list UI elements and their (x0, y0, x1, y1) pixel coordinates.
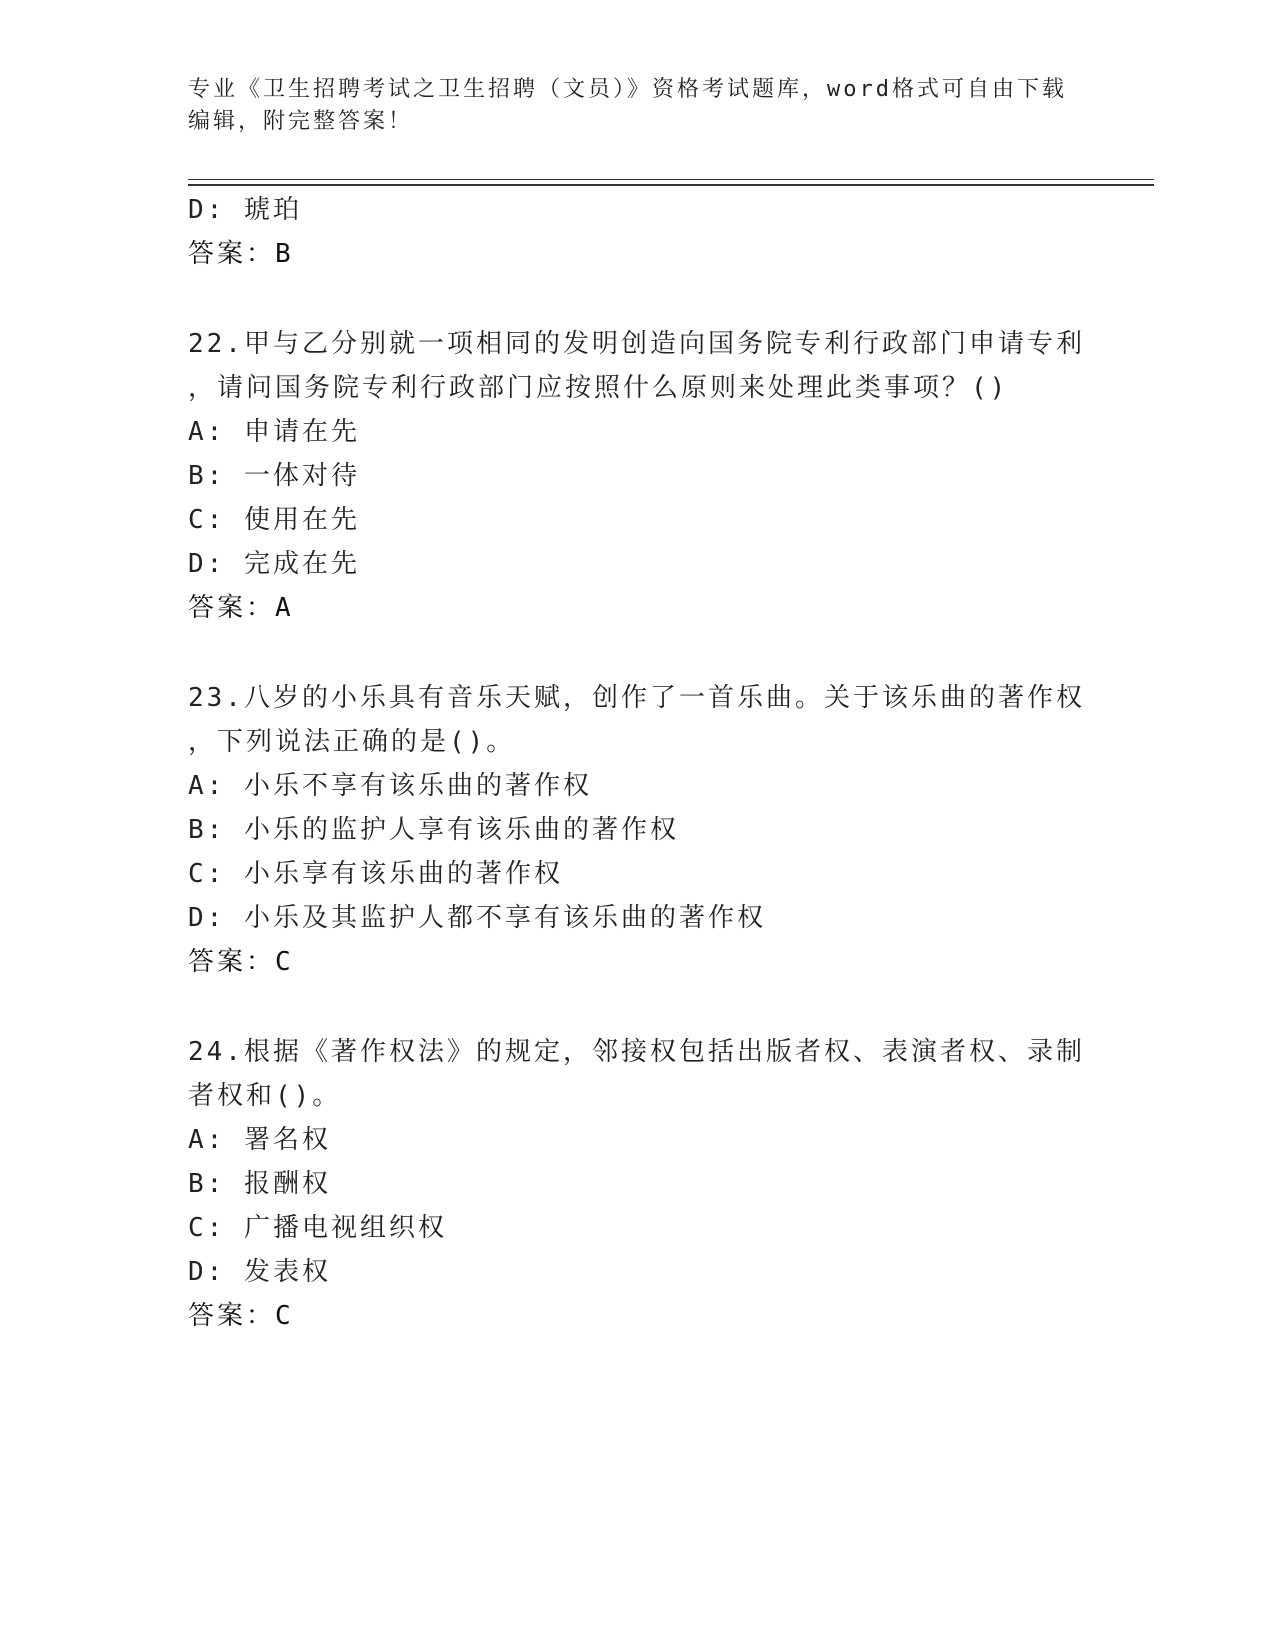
document-header (188, 74, 1068, 138)
header-line-1: 专业《卫生招聘考试之卫生招聘（文员）》资格考试题库，word格式可自由下载 (188, 77, 1067, 102)
q22-option-d: D: 完成在先 (188, 549, 360, 579)
q22-option-a: A: 申请在先 (188, 417, 360, 447)
q23-option-c: C: 小乐享有该乐曲的著作权 (188, 859, 563, 889)
q24-option-c: C: 广播电视组织权 (188, 1213, 447, 1243)
q22-stem-line-1: 22.甲与乙分别就一项相同的发明创造向国务院专利行政部门申请专利 (188, 329, 1085, 359)
prev-answer: 答案：B (188, 239, 294, 269)
q24-stem-line-1: 24.根据《著作权法》的规定，邻接权包括出版者权、表演者权、录制 (188, 1037, 1085, 1067)
q23-answer: 答案：C (188, 947, 294, 977)
q24-option-a: A: 署名权 (188, 1125, 331, 1155)
q24-answer: 答案：C (188, 1301, 294, 1331)
q24-stem-line-2: 者权和()。 (188, 1081, 342, 1111)
q23-option-d: D: 小乐及其监护人都不享有该乐曲的著作权 (188, 903, 766, 933)
q23-stem-line-2: ，下列说法正确的是()。 (188, 727, 516, 757)
q23-option-a: A: 小乐不享有该乐曲的著作权 (188, 771, 592, 801)
q22-option-c: C: 使用在先 (188, 505, 360, 535)
q23-stem-line-1: 23.八岁的小乐具有音乐天赋，创作了一首乐曲。关于该乐曲的著作权 (188, 683, 1085, 713)
q24-option-b: B: 报酬权 (188, 1169, 331, 1199)
q23-option-b: B: 小乐的监护人享有该乐曲的著作权 (188, 815, 679, 845)
header-line-2: 编辑，附完整答案！ (188, 109, 414, 134)
q24-option-d: D: 发表权 (188, 1257, 331, 1287)
q22-option-b: B: 一体对待 (188, 461, 360, 491)
q22-stem-line-2: ，请问国务院专利行政部门应按照什么原则来处理此类事项？() (188, 373, 1009, 403)
header-divider-thin (188, 179, 1154, 180)
prev-option-d: D: 琥珀 (188, 195, 302, 225)
q22-answer: 答案：A (188, 593, 294, 623)
header-divider-thick (188, 184, 1154, 186)
